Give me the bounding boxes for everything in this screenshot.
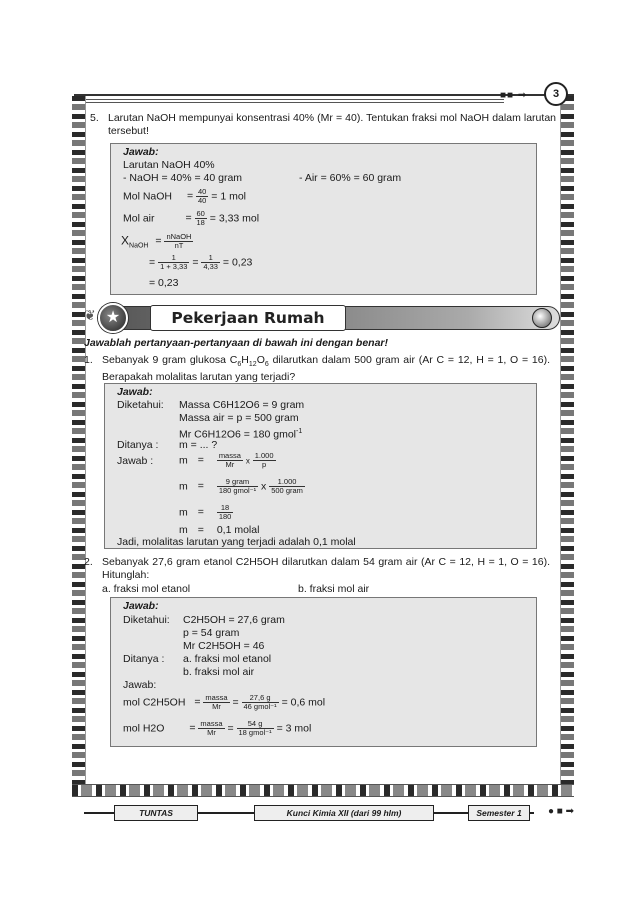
footer-semester: Semester 1: [468, 805, 530, 821]
page-number: 3: [544, 82, 568, 106]
question-text: Larutan NaOH mempunyai konsentrasi 40% (Mr = 40). Tentukan fraksi mol NaOH dalam larutan tersebut!: [108, 112, 556, 137]
answer-line: Larutan NaOH 40%: [123, 159, 215, 171]
conclusion: Jadi, molalitas larutan yang terjadi adalah 0,1 molal: [117, 536, 356, 548]
mol-air-row: Mol air = $\frac{60}{18}$ = 3,33 mol: [123, 209, 260, 227]
answer-heading: Jawab:: [123, 600, 159, 612]
asked-label: Ditanya :: [123, 653, 165, 665]
page-number-badge: [500, 82, 568, 106]
molality-result: 0,1 molal: [216, 524, 260, 536]
page-bottom-border: [72, 784, 574, 797]
mol-naoh-result: = 1 mol: [211, 190, 246, 203]
fraction: $\frac{40}{40}$: [198, 187, 207, 205]
mole-fraction-final: = 0,23: [149, 277, 179, 289]
mol-air-label: mol H2O: [123, 722, 165, 735]
given-line: Massa C6H12O6 = 9 gram: [179, 399, 305, 411]
section-title: Pekerjaan Rumah: [150, 305, 346, 331]
fraction: $\frac{\text{massa}}{Mr}$: [205, 693, 228, 711]
section-banner: [84, 301, 560, 335]
fraction: $\frac{1.000}{p}$: [254, 451, 274, 469]
fraction: $\frac{60}{18}$: [196, 209, 205, 227]
mole-fraction-result: = 0,23: [222, 256, 253, 269]
asked-label: Ditanya :: [117, 439, 159, 451]
star-icon: ★: [98, 303, 128, 333]
page-footer: [84, 805, 574, 823]
knob-icon: [532, 308, 552, 328]
mol-etanol-result: = 0,6 mol: [281, 696, 326, 709]
page-top-border: [74, 94, 574, 101]
mol-naoh-label: Mol NaOH: [123, 190, 173, 203]
mol-air-label: Mol air: [123, 212, 155, 225]
answer-box-q1: [104, 383, 537, 549]
given-line: p = 54 gram: [183, 627, 240, 639]
calc-row-2: m = $\frac{\text{9 gram}}{\text{180 gmol⁻¹}}$ x $\frac{1.000}{\text{500 gram}}$: [179, 477, 303, 495]
fraction: $\frac{\text{nNaOH}}{nT}$: [166, 232, 192, 250]
flourish-icon: ❦: [84, 307, 96, 323]
answer-line: - NaOH = 40% = 40 gram: [123, 172, 243, 184]
page-right-border: [560, 96, 574, 796]
answer-heading: Jawab:: [117, 386, 153, 398]
fraction: $\frac{\text{massa}}{Mr}$: [200, 719, 223, 737]
question-number: 1.: [84, 354, 93, 366]
answer-box-q2: [110, 597, 537, 747]
arrow-right-icon: ● ■ ➡: [547, 806, 574, 817]
given-line: Mr C6H12O6 = 180 gmol$^{-1}$: [179, 428, 303, 441]
given-line: Massa air = p = 500 gram: [179, 412, 299, 424]
answer-heading: Jawab:: [123, 146, 159, 158]
question-number: 2.: [84, 556, 93, 568]
mole-fraction-row: $X_{NaOH}$ = $\frac{\text{nNaOH}}{nT}$: [121, 232, 192, 250]
calc-row-1: m = $\frac{\text{massa}}{Mr}$ x $\frac{1.000}{p}$: [179, 451, 274, 469]
mol-etanol-label: mol C2H5OH: [123, 696, 186, 709]
answer-line: - Air = 60% = 60 gram: [299, 172, 402, 184]
question-1: [84, 354, 550, 384]
mol-etanol-row: mol C2H5OH = $\frac{\text{massa}}{Mr}$ = $\frac{27,6 g}{\text{46 gmol⁻¹}}$ = 0,6 mol: [123, 693, 326, 711]
instruction: Jawablah pertanyaan-pertanyaan di bawah ini dengan benar!: [84, 337, 388, 349]
answer-label: Jawab:: [123, 679, 157, 691]
given-line: C2H5OH = 27,6 gram: [183, 614, 285, 626]
question-5: [90, 112, 556, 138]
fraction: $\frac{1}{1 + 3,33}$: [160, 253, 188, 271]
question-text: Sebanyak 9 gram glukosa $C_6H_{12}O_6$ dilarutkan dalam 500 gram air (Ar C = 12, H = 1, O = 16). Berapakah molalitas larutan yang terjadi?: [102, 354, 551, 384]
asked-value: m = ... ?: [179, 439, 218, 451]
question-number: 5.: [90, 112, 99, 124]
fraction: $\frac{27,6 g}{\text{46 gmol⁻¹}}$: [243, 693, 277, 711]
fraction: $\frac{54 g}{\text{18 gmol⁻¹}}$: [238, 719, 272, 737]
mol-air-result: = 3,33 mol: [209, 212, 260, 225]
fraction: $\frac{\text{9 gram}}{\text{180 gmol⁻¹}}$: [218, 477, 257, 495]
question-2: [84, 556, 550, 582]
page-left-border: [72, 96, 86, 796]
fraction: $\frac{1.000}{\text{500 gram}}$: [271, 477, 303, 495]
calc-result-row: m = 0,1 molal: [179, 524, 260, 536]
mol-naoh-row: Mol NaOH = $\frac{40}{40}$ = 1 mol: [123, 187, 246, 205]
footer-series: TUNTAS: [114, 805, 198, 821]
option-b: b. fraksi mol air: [298, 583, 370, 595]
mole-fraction-calc-row: = $\frac{1}{1 + 3,33}$ = $\frac{1}{4,33}$ = 0,23: [149, 253, 253, 271]
fraction: $\frac{18}{180}$: [218, 503, 232, 521]
calc-row-3: m = $\frac{18}{180}$: [179, 503, 232, 521]
answer-box-q5: [110, 143, 537, 295]
given-label: Diketahui:: [117, 399, 164, 411]
option-a: a. fraksi mol etanol: [102, 583, 191, 595]
fraction: $\frac{1}{4,33}$: [203, 253, 218, 271]
asked-line: a. fraksi mol etanol: [183, 653, 272, 665]
asked-line: b. fraksi mol air: [183, 666, 255, 678]
question-text: Sebanyak 27,6 gram etanol C2H5OH dilarutkan dalam 54 gram air (Ar C = 12, H = 1, O = 16). Hitunglah:: [102, 556, 550, 581]
mol-air-row: mol H2O = $\frac{\text{massa}}{Mr}$ = $\frac{54 g}{\text{18 gmol⁻¹}}$ = 3 mol: [123, 719, 312, 737]
fraction: $\frac{\text{massa}}{Mr}$: [218, 451, 241, 469]
given-line: Mr C2H5OH = 46: [183, 640, 265, 652]
mol-air-result: = 3 mol: [276, 722, 312, 735]
footer-book-title: Kunci Kimia XII (dari 99 hlm): [254, 805, 434, 821]
arrow-right-icon: ■■ ➡: [500, 90, 528, 101]
given-label: Diketahui:: [123, 614, 170, 626]
answer-label: Jawab :: [117, 455, 154, 467]
